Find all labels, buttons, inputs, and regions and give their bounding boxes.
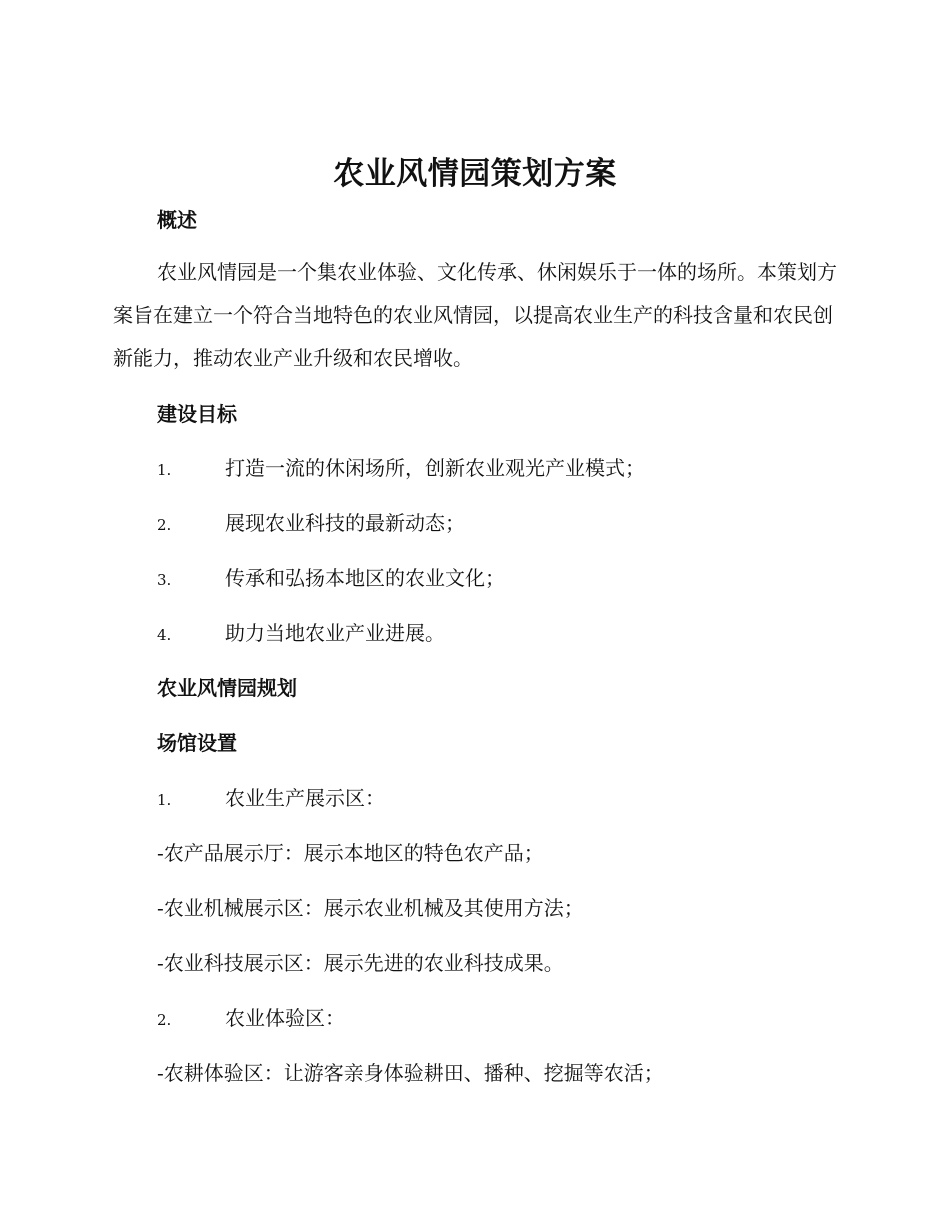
section-heading-overview: 概述 — [157, 208, 197, 232]
experience-detail-line: -农耕体验区：让游客亲身体验耕田、播种、挖掘等农活； — [157, 1061, 664, 1085]
section-heading-venue: 场馆设置 — [157, 731, 237, 755]
venue-text: 农业生产展示区： — [225, 786, 385, 810]
goal-item — [157, 562, 505, 596]
goal-item — [157, 617, 445, 651]
goal-text: 助力当地农业产业进展。 — [225, 621, 445, 645]
venue-text: 农业体验区： — [225, 1006, 345, 1030]
goal-item — [157, 452, 645, 486]
goal-text: 打造一流的休闲场所，创新农业观光产业模式； — [225, 456, 645, 480]
venue-number: 2. — [157, 1011, 172, 1029]
venue-item — [157, 782, 385, 816]
venue-item — [157, 1002, 345, 1036]
goal-item — [157, 507, 465, 541]
goal-number: 3. — [157, 571, 172, 589]
venue-number: 1. — [157, 791, 172, 809]
goal-text: 传承和弘扬本地区的农业文化； — [225, 566, 505, 590]
overview-paragraph: 农业风情园是一个集农业体验、文化传承、休闲娱乐于一体的场所。本策划方案旨在建立一个符合当地特色的农业风情园，以提高农业生产的科技含量和农民创新能力，推动农业产业升级和农民增收。 — [113, 260, 837, 370]
production-detail-line: -农产品展示厅：展示本地区的特色农产品； — [157, 841, 544, 865]
production-detail-line: -农业科技展示区：展示先进的农业科技成果。 — [157, 951, 564, 975]
section-heading-plan: 农业风情园规划 — [157, 676, 297, 700]
document-title: 农业风情园策划方案 — [333, 156, 617, 192]
goal-number: 4. — [157, 626, 172, 644]
goal-text: 展现农业科技的最新动态； — [225, 511, 465, 535]
production-detail-line: -农业机械展示区：展示农业机械及其使用方法； — [157, 896, 584, 920]
goal-number: 2. — [157, 516, 172, 534]
goal-number: 1. — [157, 461, 172, 479]
section-heading-goals: 建设目标 — [157, 402, 237, 426]
